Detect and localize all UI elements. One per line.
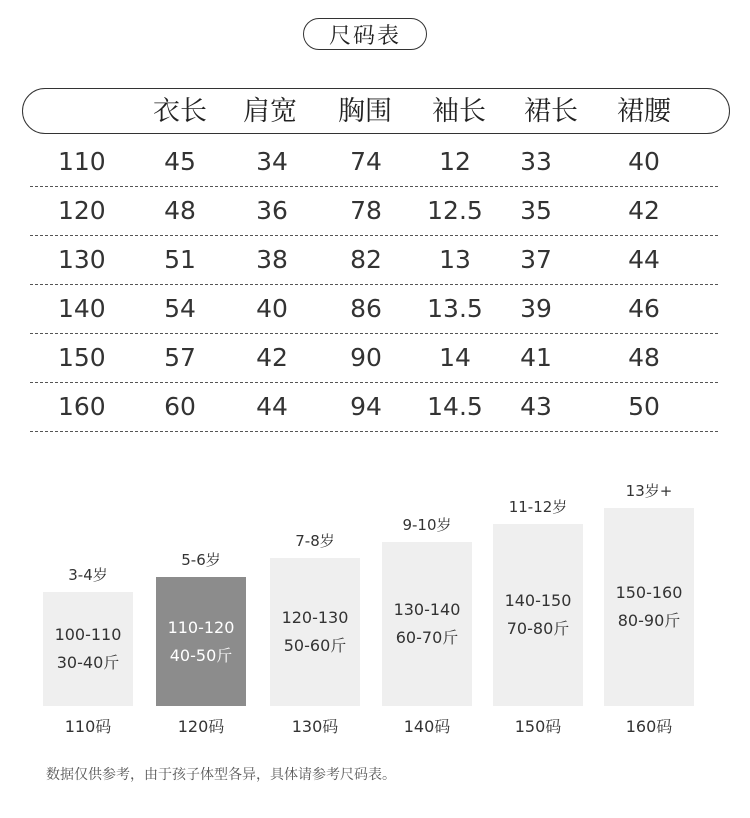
table-header-cell: 袖长 — [432, 96, 486, 127]
table-cell: 54 — [164, 294, 196, 323]
table-row — [0, 240, 750, 280]
height-range: 110-120 — [167, 617, 235, 637]
table-cell: 12.5 — [427, 196, 483, 225]
row-divider — [30, 235, 718, 236]
table-cell: 44 — [256, 392, 288, 421]
size-guide-box — [382, 542, 472, 706]
table-row — [0, 289, 750, 329]
height-range: 120-130 — [281, 608, 349, 627]
row-divider — [30, 333, 718, 334]
table-cell: 42 — [628, 196, 660, 225]
page-title: 尺码表 — [303, 18, 427, 50]
table-cell: 48 — [164, 196, 196, 225]
weight-range: 70-80斤 — [506, 619, 570, 638]
table-header-cell: 裙腰 — [617, 96, 671, 127]
height-range: 140-150 — [504, 591, 572, 610]
weight-range: 30-40斤 — [56, 653, 120, 672]
table-header-cell: 裙长 — [524, 96, 578, 127]
size-guide-box — [493, 524, 583, 706]
age-label: 7-8岁 — [295, 532, 335, 550]
size-cell: 160 — [58, 392, 106, 421]
table-cell: 57 — [164, 343, 196, 372]
table-row — [0, 338, 750, 378]
table-cell: 38 — [256, 245, 288, 274]
table-cell: 37 — [520, 245, 552, 274]
table-cell: 86 — [350, 294, 382, 323]
table-header-cell: 肩宽 — [243, 96, 297, 127]
height-range: 130-140 — [393, 600, 461, 619]
table-cell: 82 — [350, 245, 382, 274]
size-guide-box — [156, 577, 246, 706]
table-cell: 46 — [628, 294, 660, 323]
table-cell: 12 — [439, 147, 471, 176]
table-cell: 13 — [439, 245, 471, 274]
table-cell: 39 — [520, 294, 552, 323]
size-cell: 140 — [58, 294, 106, 323]
table-cell: 78 — [350, 196, 382, 225]
weight-range: 80-90斤 — [617, 611, 681, 630]
table-row — [0, 142, 750, 182]
table-cell: 94 — [350, 392, 382, 421]
row-divider — [30, 284, 718, 285]
table-cell: 45 — [164, 147, 196, 176]
size-cell: 150 — [58, 343, 106, 372]
height-range: 150-160 — [615, 583, 683, 602]
row-divider — [30, 382, 718, 383]
table-cell: 60 — [164, 392, 196, 421]
size-code: 150码 — [514, 717, 562, 736]
table-header-cell: 衣长 — [153, 96, 207, 127]
weight-range: 60-70斤 — [395, 628, 459, 647]
table-cell: 50 — [628, 392, 660, 421]
weight-range: 40-50斤 — [169, 645, 233, 665]
age-label: 13岁+ — [625, 482, 673, 500]
table-cell: 14 — [439, 343, 471, 372]
size-code: 130码 — [291, 717, 339, 736]
table-row — [0, 191, 750, 231]
table-cell: 40 — [628, 147, 660, 176]
size-code: 140码 — [403, 717, 451, 736]
size-cell: 120 — [58, 196, 106, 225]
age-label: 11-12岁 — [508, 498, 568, 516]
table-cell: 36 — [256, 196, 288, 225]
table-cell: 33 — [520, 147, 552, 176]
size-cell: 110 — [58, 147, 106, 176]
table-cell: 51 — [164, 245, 196, 274]
weight-range: 50-60斤 — [283, 636, 347, 655]
table-cell: 44 — [628, 245, 660, 274]
table-cell: 43 — [520, 392, 552, 421]
size-code: 110码 — [64, 717, 112, 736]
table-cell: 14.5 — [427, 392, 483, 421]
height-range: 100-110 — [54, 625, 122, 644]
age-label: 3-4岁 — [68, 566, 108, 584]
row-divider — [30, 186, 718, 187]
table-cell: 90 — [350, 343, 382, 372]
size-cell: 130 — [58, 245, 106, 274]
table-cell: 48 — [628, 343, 660, 372]
disclaimer-note: 数据仅供参考，由于孩子体型各异，具体请参考尺码表。 — [46, 767, 396, 783]
age-label: 9-10岁 — [402, 516, 452, 534]
size-code: 160码 — [625, 717, 673, 736]
table-cell: 34 — [256, 147, 288, 176]
size-guide-box — [604, 508, 694, 706]
size-guide-box — [43, 592, 133, 706]
table-cell: 42 — [256, 343, 288, 372]
row-divider — [30, 431, 718, 432]
table-cell: 41 — [520, 343, 552, 372]
table-cell: 13.5 — [427, 294, 483, 323]
table-cell: 40 — [256, 294, 288, 323]
table-header-cell: 胸围 — [338, 96, 392, 127]
size-guide-box — [270, 558, 360, 706]
table-cell: 74 — [350, 147, 382, 176]
table-cell: 35 — [520, 196, 552, 225]
age-label: 5-6岁 — [181, 551, 221, 569]
table-row — [0, 387, 750, 427]
size-code: 120码 — [177, 717, 225, 736]
